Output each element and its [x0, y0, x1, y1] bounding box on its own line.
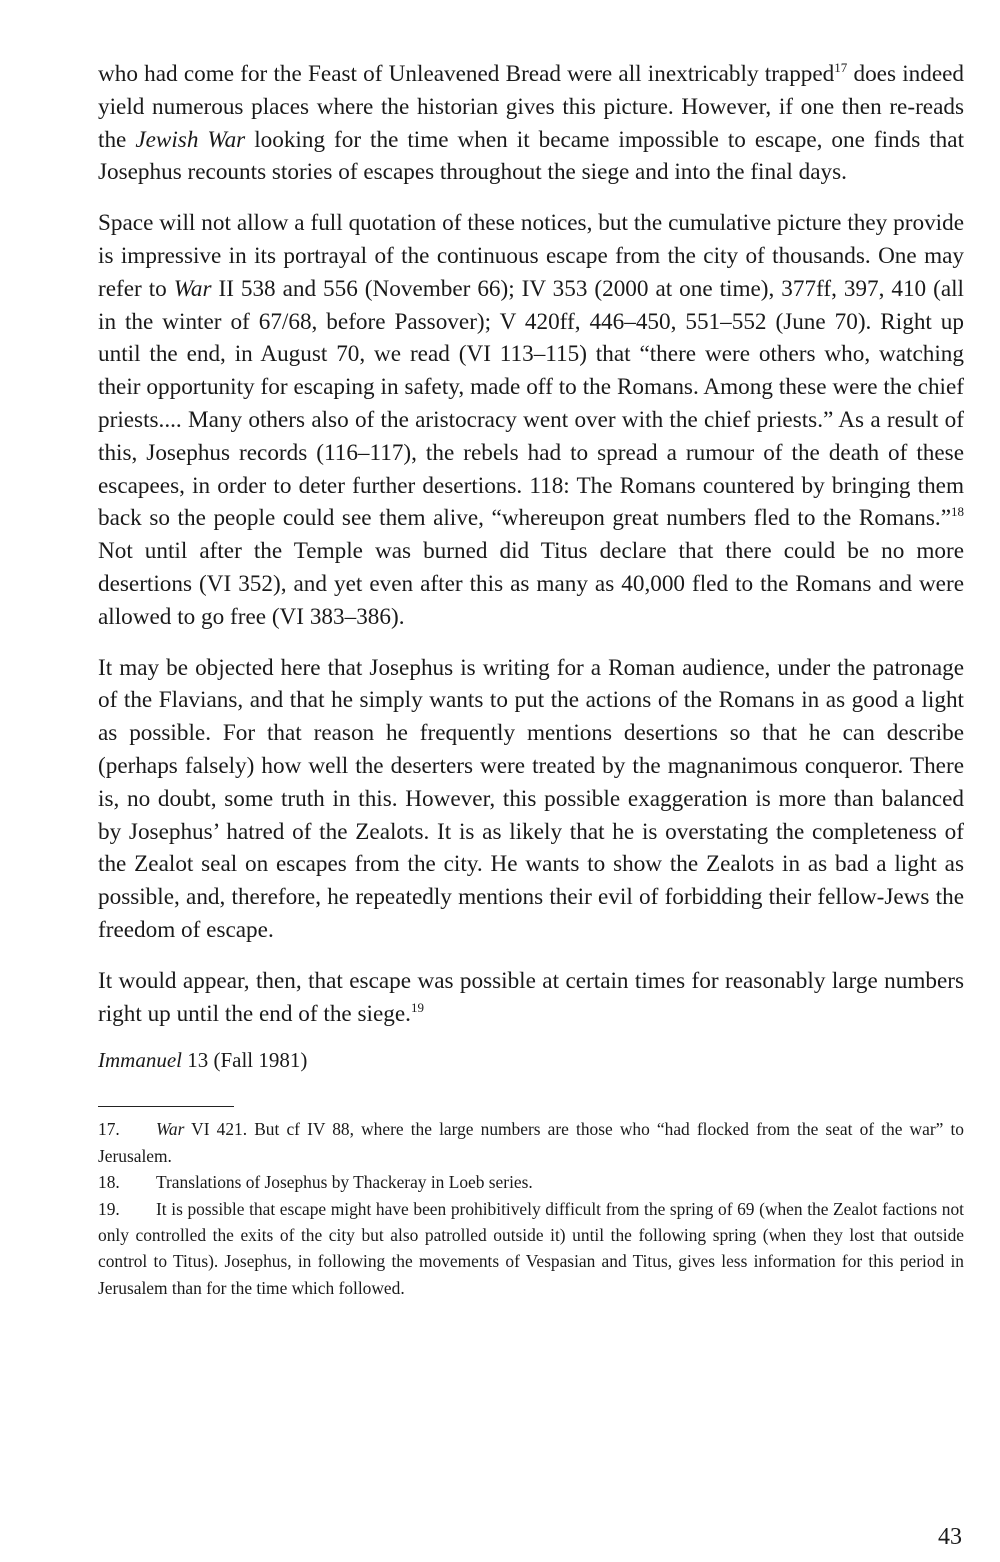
journal-issue: 13 (Fall 1981)	[181, 1048, 308, 1073]
paragraph-1	[98, 58, 964, 189]
paragraph-4	[98, 965, 964, 1031]
page-body	[98, 58, 964, 1301]
source-citation	[98, 1048, 964, 1073]
text-run: Space will not allow a full quotation of these notices, but the cumulative picture they provide is impressive in its portrayal of the continuous escape from the city of thousands. One may refer to	[98, 210, 964, 302]
book-title: War	[156, 1119, 185, 1140]
text-run: who had come for the Feast of Unleavened Bread were all inextricably trapped	[98, 61, 835, 87]
footnote-ref-18: 18	[951, 504, 964, 520]
text-run: II 538 and 556 (November 66); IV 353 (2000 at one time), 377ff, 397, 410 (all in the winter of 67/68, before Passover); V 420ff, 446–450, 551–552 (June 70). Right up until the end, in August 70, we read (VI 113–115) that “there were others who, watching their opportunity for escaping in safety, made off to the Romans. Among these were the chief priests.... Many others also of the aristocracy went over with the chief priests.” As a result of this, Josephus records (116–117), the rebels had to spread a rumour of the death of these escapees, in order to deter further desertions. 118: The Romans countered by bringing them back so the people could see them alive, “whereupon great numbers fled to the Romans.”	[98, 275, 964, 532]
footnote-ref-19: 19	[410, 999, 424, 1015]
footnote-text: Translations of Josephus by Thackeray in Loeb series.	[156, 1172, 533, 1193]
book-title: Jewish War	[135, 126, 246, 153]
footnote-ref-17: 17	[834, 60, 848, 75]
footnote-text: VI 421. But cf IV 88, where the large numbers are those who “had flocked from the seat of the war” to Jerusalem.	[98, 1119, 964, 1166]
footnote-divider	[98, 1106, 234, 1107]
footnote-number: 17.	[98, 1119, 120, 1140]
footnote-19	[98, 1196, 964, 1302]
journal-title: Immanuel	[98, 1048, 182, 1073]
text-run: does indeed yield numerous places where the historian gives this picture. However, if one then re-reads the	[98, 61, 964, 153]
footnote-number: 18.	[98, 1172, 120, 1193]
paragraph-2	[98, 207, 964, 633]
paragraph-3: It may be objected here that Josephus is writing for a Roman audience, under the patronage of the Flavians, and that he simply wants to put the actions of the Romans in as good a light as possible. For that reason he frequently mentions desertions so that he can describe (perhaps falsely) how well the deserters were treated by the magnanimous conqueror. There is, no doubt, some truth in this. However, this possible exaggeration is more than balanced by Josephus’ hatred of the Zealots. It is as likely that he is overstating the completeness of the Zealot seal on escapes from the city. He wants to show the Zealots in as bad a light as possible, and, therefore, he repeatedly mentions their evil of forbidding their fellow-Jews the freedom of escape.	[98, 654, 964, 943]
page-number: 43	[938, 1524, 962, 1550]
footnote-text: It is possible that escape might have been prohibitively difficult from the spring of 69 (when the Zealot factions not only controlled the exits of the city but also patrolled outside it) until the following spring (when they lost that outside control to Titus). Josephus, in following the movements of Vespasian and Titus, gives less information for this period in Jerusalem than for the time which followed.	[98, 1198, 964, 1298]
text-run: looking for the time when it became impossible to escape, one finds that Josephus recounts stories of escapes throughout the siege and into the final days.	[98, 126, 965, 186]
footnote-17	[98, 1116, 964, 1169]
book-title: War	[173, 275, 212, 302]
footnote-number: 19.	[98, 1198, 120, 1219]
text-run: It would appear, then, that escape was possible at certain times for reasonably large numbers right up until the end of the siege.	[98, 967, 964, 1027]
text-run: Not until after the Temple was burned did Titus declare that there could be no more desertions (VI 352), and yet even after this as many as 40,000 fled to the Romans and were allowed to go free (VI 383–386).	[98, 538, 964, 630]
footnote-18	[98, 1169, 964, 1195]
